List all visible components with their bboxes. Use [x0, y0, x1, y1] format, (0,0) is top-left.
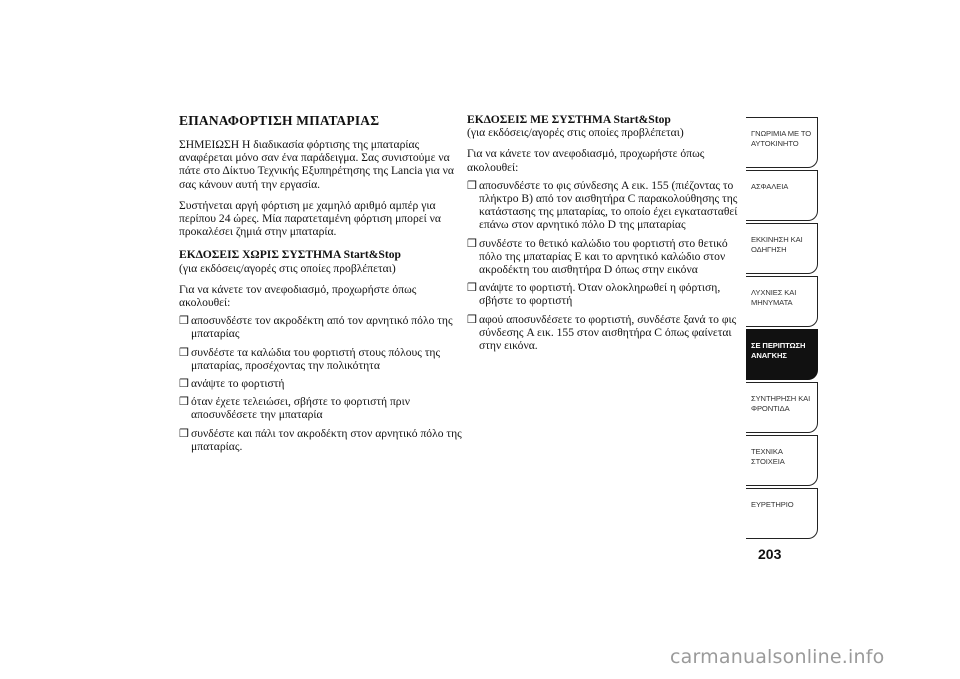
section-heading-without-start-stop: ΕΚΔΟΣΕΙΣ ΧΩΡΙΣ ΣΥΣΤΗΜΑ Start&Stop: [179, 248, 401, 262]
tab-emergency[interactable]: ΣΕ ΠΕΡΙΠΤΩΣΗ ΑΝΑΓΚΗΣ: [746, 329, 818, 380]
section-subheading: (για εκδόσεις/αγορές στις οποίες προβλέπεται): [179, 261, 396, 275]
checkbox-bullet-icon: ❒: [467, 179, 477, 192]
steps-list-left: [179, 314, 463, 453]
list-item: ❒ συνδέστε τα καλώδια του φορτιστή στους πόλους της μπαταρίας, προσέχοντας την πολικότητα: [179, 345, 441, 372]
watermark: carmanualsonline.info: [670, 646, 885, 668]
checkbox-bullet-icon: ❒: [467, 282, 477, 295]
intro-paragraph: Για να κάνετε τον ανεφοδιασμό, προχωρήστε όπως ακολουθεί:: [467, 147, 705, 174]
list-item: ❒ όταν έχετε τελειώσει, σβήστε το φορτιστή πριν αποσυνδέσετε την μπαταρία: [179, 395, 410, 422]
section-heading-with-start-stop: ΕΚΔΟΣΕΙΣ ΜΕ ΣΥΣΤΗΜΑ Start&Stop: [467, 113, 671, 126]
checkbox-bullet-icon: ❒: [467, 313, 477, 326]
list-item: ❒ συνδέστε και πάλι τον ακροδέκτη στον αρνητικό πόλο της μπαταρίας.: [179, 426, 462, 453]
checkbox-bullet-icon: ❒: [467, 237, 477, 250]
tab-warning-lights[interactable]: ΛΥΧΝΙΕΣ ΚΑΙ ΜΗΝΥΜΑΤΑ: [746, 276, 818, 327]
note-paragraph: ΣΗΜΕΙΩΣΗ Η διαδικασία φόρτισης της μπαταρίας αναφέρεται μόνο σαν ένα παράδειγμα. Σας συνιστούμε να πάτε στο Δίκτυο Τεχνικής Εξυπηρέτησης της Lancia για να σας κάνουν αυτή την εργασία.: [179, 138, 454, 191]
checkbox-bullet-icon: ❒: [179, 427, 189, 440]
intro-paragraph: Για να κάνετε τον ανεφοδιασμό, προχωρήστε όπως ακολουθεί:: [179, 282, 417, 310]
tab-technical-data[interactable]: ΤΕΧΝΙΚΑ ΣΤΟΙΧΕΙΑ: [746, 435, 818, 486]
section-title: ΕΠΑΝΑΦΟΡΤΙΣΗ ΜΠΑΤΑΡΙΑΣ: [179, 113, 380, 128]
checkbox-bullet-icon: ❒: [179, 315, 189, 328]
list-item: ❒ ανάψτε το φορτιστή: [179, 377, 285, 391]
section-subheading: (για εκδόσεις/αγορές στις οποίες προβλέπεται): [467, 126, 684, 140]
checkbox-bullet-icon: ❒: [179, 396, 189, 409]
list-item: ❒ αποσυνδέστε τον ακροδέκτη από τον αρνητικό πόλο της μπαταρίας: [179, 314, 453, 341]
left-column: [179, 113, 463, 458]
tab-maintenance[interactable]: ΣΥΝΤΗΡΗΣΗ ΚΑΙ ΦΡΟΝΤΙΔΑ: [746, 382, 818, 433]
chapter-tabs-sidebar: [746, 117, 818, 541]
list-item: ❒ αφού αποσυνδέσετε το φορτιστή, συνδέστε ξανά το φις σύνδεσης A εικ. 155 στον αισθητήρα C όπως φαίνεται στην εικόνα.: [467, 312, 737, 353]
tab-getting-to-know[interactable]: ΓΝΩΡΙΜΙΑ ΜΕ ΤΟ ΑΥΤΟΚΙΝΗΤΟ: [746, 117, 818, 168]
tab-safety[interactable]: ΑΣΦΑΛΕΙΑ: [746, 170, 818, 221]
steps-list-right: [467, 179, 745, 352]
advice-paragraph: Συστήνεται αργή φόρτιση με χαμηλό αριθμό αμπέρ για περίπου 24 ώρες. Μία παρατεταμένη φόρτιση μπορεί να προκαλέσει ζημιά στην μπαταρία.: [179, 198, 441, 239]
right-column: [467, 113, 745, 357]
tab-index[interactable]: ΕΥΡΕΤΗΡΙΟ: [746, 488, 818, 539]
list-item: ❒ αποσυνδέστε το φις σύνδεσης A εικ. 155 (πιέζοντας το πλήκτρο B) από τον αισθητήρα C παρακολούθησης της κατάστασης της μπαταρίας, το οποίο έχει εγκατασταθεί επάνω στον αρνητικό πόλο D της μπαταρίας: [467, 178, 738, 232]
list-item: ❒ συνδέστε το θετικό καλώδιο του φορτιστή στο θετικό πόλο της μπαταρίας E και το αρνητικό καλώδιο στον ακροδέκτη του αισθητήρα D όπως στην εικόνα: [467, 236, 728, 277]
tab-starting-driving[interactable]: ΕΚΚΙΝΗΣΗ ΚΑΙ ΟΔΗΓΗΣΗ: [746, 223, 818, 274]
checkbox-bullet-icon: ❒: [179, 346, 189, 359]
page-number: 203: [758, 546, 782, 562]
checkbox-bullet-icon: ❒: [179, 378, 189, 391]
list-item: ❒ ανάψτε το φορτιστή. Όταν ολοκληρωθεί η φόρτιση, σβήστε το φορτιστή: [467, 281, 721, 308]
